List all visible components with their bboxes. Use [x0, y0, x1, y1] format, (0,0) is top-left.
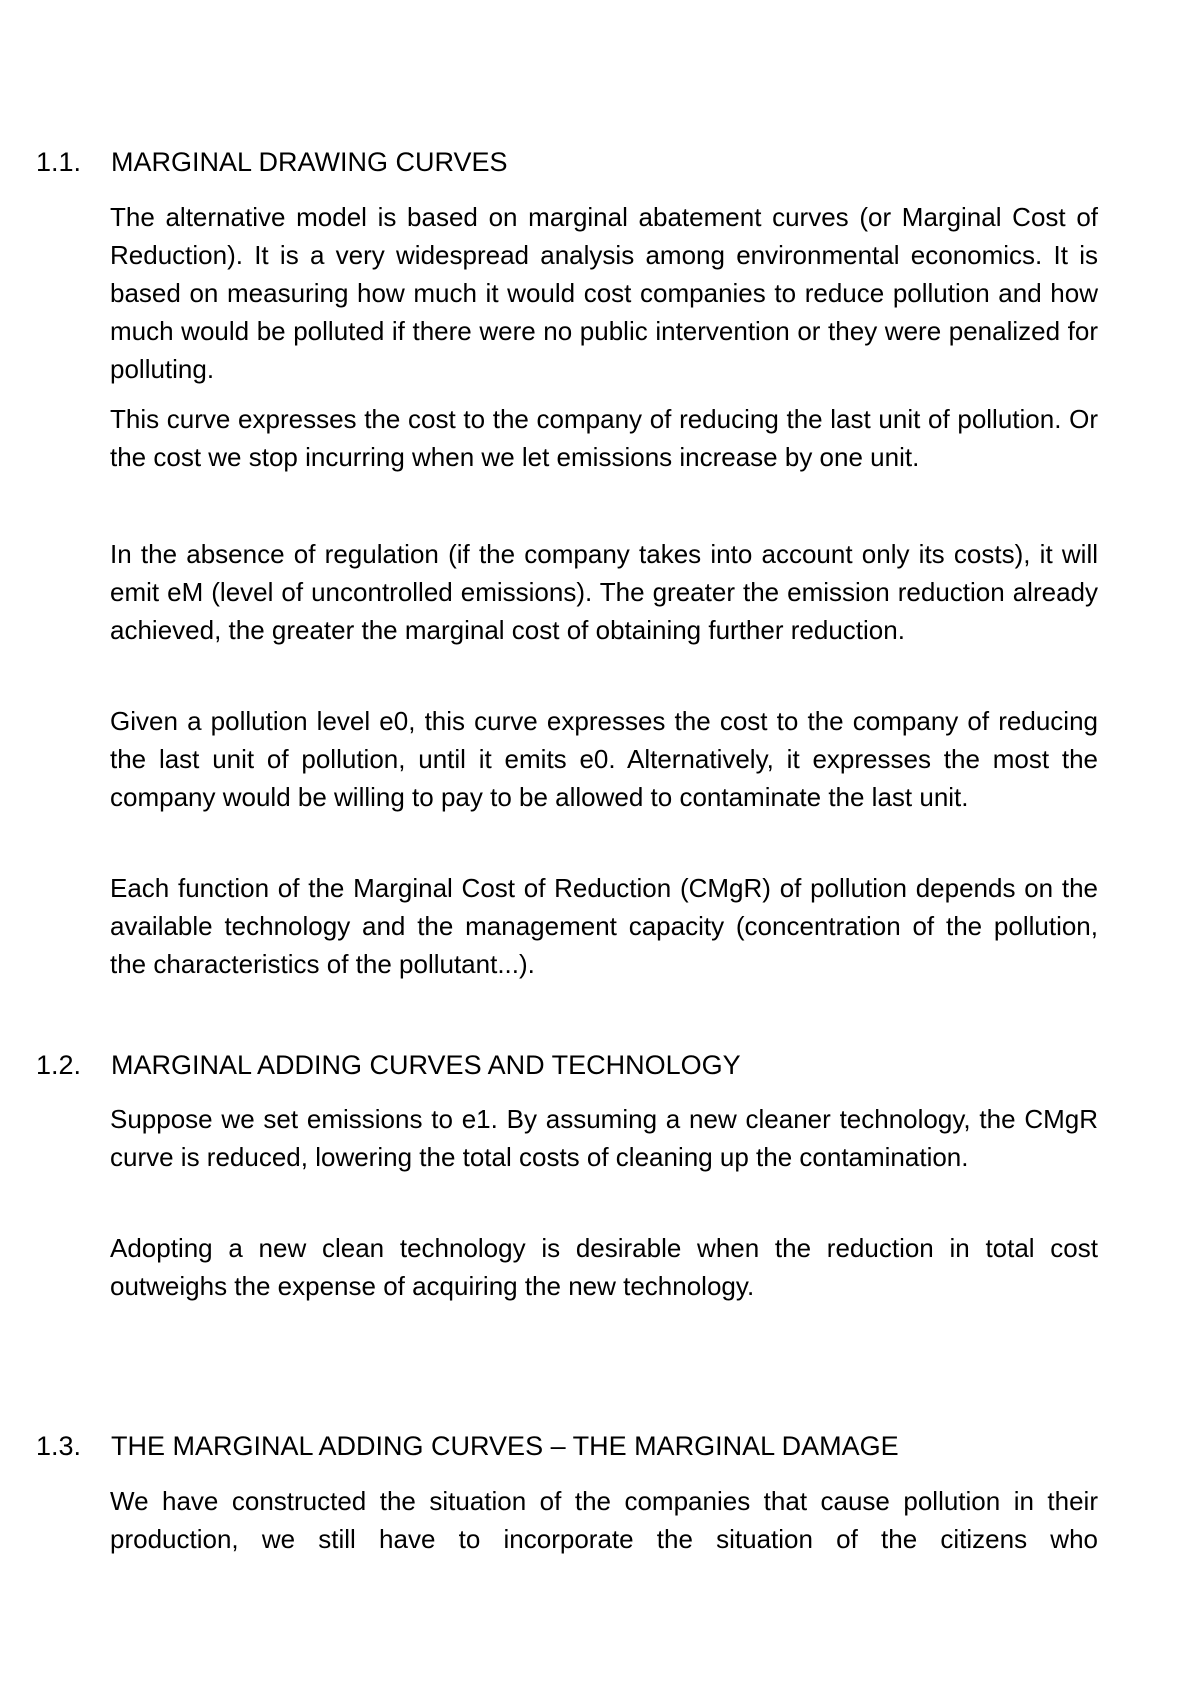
paragraph: Given a pollution level e0, this curve expresses the cost to the company of reducing the last unit of pollution, until it emits e0. Alternatively, it expresses the most the company would be willing to pay to be allowed to contaminate the last unit. [110, 706, 1098, 812]
paragraph: In the absence of regulation (if the company takes into account only its costs), it will emit eM (level of uncontrolled emissions). The greater the emission reduction already achieved, the greater the marginal cost of obtaining further reduction. [110, 539, 1098, 645]
paragraph: Adopting a new clean technology is desirable when the reduction in total cost outweighs the expense of acquiring the new technology. [110, 1233, 1098, 1301]
section-title: THE MARGINAL ADDING CURVES – THE MARGINAL DAMAGE [111, 1431, 899, 1461]
section-number: 1.3. [36, 1431, 82, 1461]
paragraph: We have constructed the situation of the companies that cause pollution in their production, we still have to incorporate the situation of the citizens who [110, 1486, 1098, 1554]
section-title: MARGINAL DRAWING CURVES [111, 147, 508, 177]
section-heading-1-1 [36, 143, 508, 181]
section-number: 1.2. [36, 1050, 82, 1080]
paragraph: This curve expresses the cost to the company of reducing the last unit of pollution. Or the cost we stop incurring when we let emissions increase by one unit. [110, 404, 1098, 472]
section-title: MARGINAL ADDING CURVES AND TECHNOLOGY [111, 1050, 741, 1080]
paragraph: The alternative model is based on marginal abatement curves (or Marginal Cost of Reduction). It is a very widespread analysis among environmental economics. It is based on measuring how much it would cost companies to reduce pollution and how much would be polluted if there were no public intervention or they were penalized for polluting. [110, 202, 1098, 384]
paragraph: Suppose we set emissions to e1. By assuming a new cleaner technology, the CMgR curve is reduced, lowering the total costs of cleaning up the contamination. [110, 1104, 1098, 1172]
section-heading-1-2 [36, 1046, 741, 1084]
paragraph: Each function of the Marginal Cost of Reduction (CMgR) of pollution depends on the available technology and the management capacity (concentration of the pollution, the characteristics of the pollutant...). [110, 873, 1098, 979]
section-number: 1.1. [36, 147, 82, 177]
section-heading-1-3 [36, 1427, 899, 1465]
